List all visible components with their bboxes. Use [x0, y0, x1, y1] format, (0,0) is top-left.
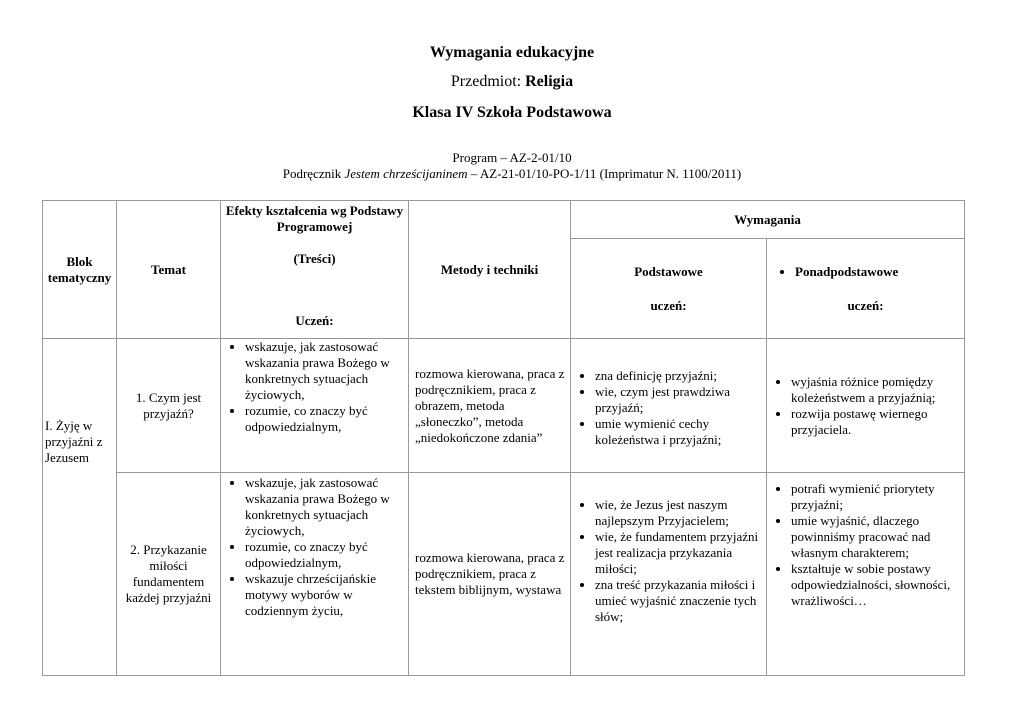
table-row-1-podstawowe: [571, 339, 767, 473]
list-item: • wie, czym jest prawdziwa przyjaźń;: [595, 384, 764, 416]
table-row-1-temat: 1. Czym jest przyjaźń?: [117, 339, 221, 473]
list-item: • umie wymienić cechy koleżeństwa i przyjaźni;: [595, 416, 764, 448]
document-title: Wymagania edukacyjne: [429, 44, 595, 61]
header-efekty-title: Efekty kształcenia wg Podstawy Programowej: [225, 203, 404, 234]
header-ponadpodstawowe: [767, 239, 965, 339]
subject-line: [0, 73, 1024, 91]
list-item: • wie, że Jezus jest naszym najlepszym Przyjacielem;: [595, 497, 764, 529]
table-row-2-ponadpodstawowe: [767, 473, 965, 676]
list-item: • wskazuje chrześcijańskie motywy wyborów w codziennym życiu,: [245, 571, 406, 619]
list-item: • wskazuje, jak zastosować wskazania prawa Bożego w konkretnych sytuacjach życiowych,: [245, 339, 406, 403]
list-item: • wie, że fundamentem przyjaźni jest realizacja przykazania miłości;: [595, 529, 764, 577]
subject-name: Religia: [525, 73, 574, 90]
header-efekty: [221, 201, 409, 339]
table-row-1-efekty: [221, 339, 409, 473]
program-line: Program – AZ-2-01/10: [452, 150, 572, 165]
header-ponad-sub: uczeń:: [847, 297, 884, 313]
header-efekty-tresci: (Treści): [293, 251, 336, 266]
subject-prefix: Przedmiot:: [450, 73, 526, 90]
header-efekty-uczen: Uczeń:: [295, 313, 334, 328]
header-wymagania: Wymagania: [571, 201, 965, 239]
list-item: • zna treść przykazania miłości i umieć wyjaśnić znaczenie tych słów;: [595, 577, 764, 625]
list-item: • umie wyjaśnić, dlaczego powinniśmy pracować nad własnym charakterem;: [791, 513, 962, 561]
textbook-suffix: – AZ-21-01/10-PO-1/11 (Imprimatur N. 1100/2011): [467, 166, 742, 181]
requirements-table: [42, 200, 965, 676]
list-item: • potrafi wymienić priorytety przyjaźni;: [791, 481, 962, 513]
header-podstawowe: [571, 239, 767, 339]
table-row-1-ponadpodstawowe: [767, 339, 965, 473]
textbook-prefix: Podręcznik: [282, 166, 345, 181]
list-item: • zna definicję przyjaźni;: [595, 368, 764, 384]
header-temat: Temat: [117, 201, 221, 339]
header-metody: Metody i techniki: [409, 201, 571, 339]
textbook-title: Jestem chrześcijaninem: [344, 166, 468, 181]
table-row-1-metody: rozmowa kierowana, praca z podręcznikiem, praca z obrazem, metoda „słoneczko”, metoda „niedokończone zdania”: [409, 339, 571, 473]
list-item: • kształtuje w sobie postawy odpowiedzialności, słowności, wrażliwości…: [791, 561, 962, 609]
list-item: • wyjaśnia różnice pomiędzy koleżeństwem a przyjaźnią;: [791, 374, 962, 406]
table-row-2-podstawowe: [571, 473, 767, 676]
header-blok: Blok tematyczny: [43, 201, 117, 339]
list-item: • rozumie, co znaczy być odpowiedzialnym,: [245, 403, 406, 435]
header-podstawowe-label: Podstawowe: [634, 263, 703, 279]
textbook-line: [0, 166, 1024, 182]
list-item: • rozwija postawę wiernego przyjaciela.: [791, 406, 962, 438]
header-podstawowe-sub: uczeń:: [650, 297, 687, 313]
table-row-2-metody: rozmowa kierowana, praca z podręcznikiem, praca z tekstem biblijnym, wystawa: [409, 473, 571, 676]
header-ponad-label: • Ponadpodstawowe: [795, 264, 962, 280]
table-row-2-efekty: [221, 473, 409, 676]
list-item: • wskazuje, jak zastosować wskazania prawa Bożego w konkretnych sytuacjach życiowych,: [245, 475, 406, 539]
class-line: Klasa IV Szkoła Podstawowa: [412, 104, 612, 121]
list-item: • rozumie, co znaczy być odpowiedzialnym,: [245, 539, 406, 571]
blok-cell: I. Żyję w przyjaźni z Jezusem: [43, 339, 117, 676]
table-row-2-temat: 2. Przykazanie miłości fundamentem każdej przyjaźni: [117, 473, 221, 676]
